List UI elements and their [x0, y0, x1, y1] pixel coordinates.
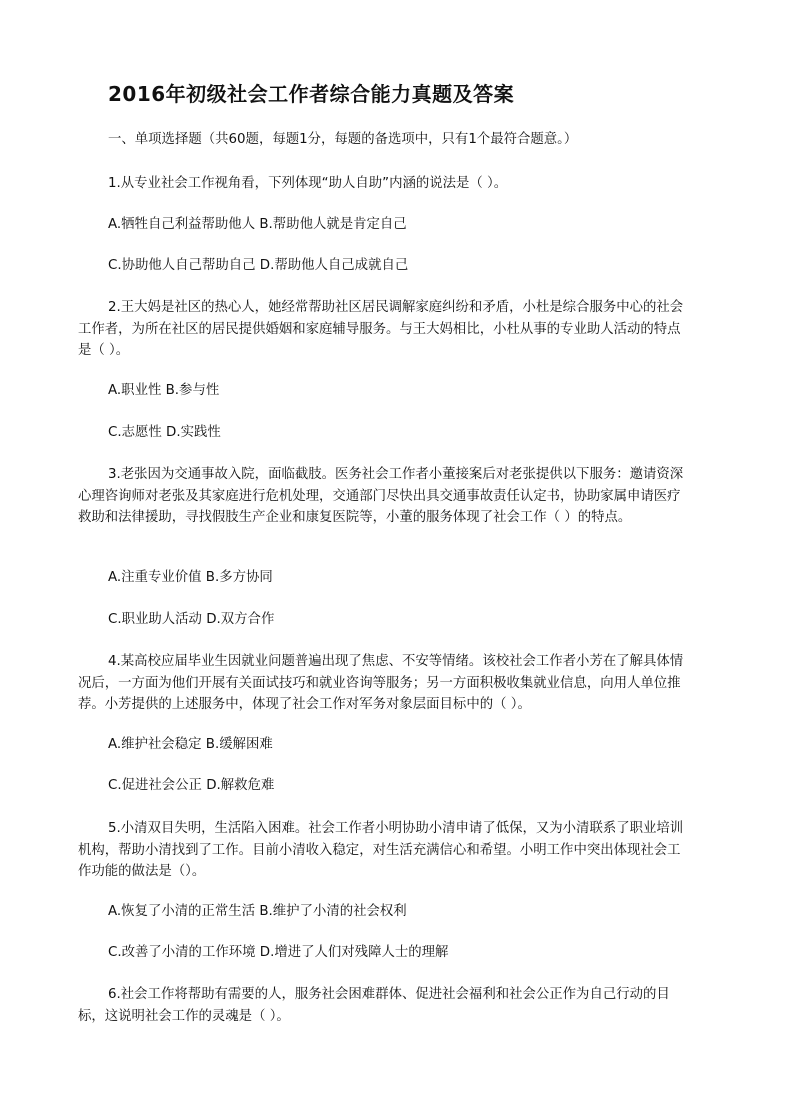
question-4-options-ab: A.维护社会稳定 B.缓解困难	[108, 737, 273, 752]
question-4-stem-text: 4.某高校应届毕业生因就业问题普遍出现了焦虑、不安等情绪。该校社会工作者小芳在了解具体情况后，一方面为他们开展有关面试技巧和就业咨询等服务；另一方面积极收集就业信息，向用人单位推荐。小芳提供的上述服务中，体现了社会工作对军务对象层面目标中的（ ）。	[78, 654, 684, 712]
question-6-stem-text: 6.社会工作将帮助有需要的人，服务社会困难群体、促进社会福利和社会公正作为自己行动的目标，这说明社会工作的灵魂是（ ）。	[78, 987, 670, 1024]
question-4-stem	[78, 651, 688, 716]
question-1-options-ab: A.牺牲自己利益帮助他人 B.帮助他人就是肯定自己	[108, 217, 407, 232]
question-1-stem: 1.从专业社会工作视角看，下列体现“助人自助”内涵的说法是（ ）。	[108, 176, 508, 191]
section-header: 一、单项选择题（共60题，每题1分，每题的备选项中，只有1个最符合题意。）	[108, 132, 578, 147]
question-5-options-ab: A.恢复了小清的正常生活 B.维护了小清的社会权利	[108, 904, 407, 919]
document-title: 2016年初级社会工作者综合能力真题及答案	[108, 82, 515, 106]
question-4-options-cd: C.促进社会公正 D.解救危难	[108, 778, 275, 793]
question-6-stem	[78, 984, 688, 1027]
question-2-stem-text: 2.王大妈是社区的热心人，她经常帮助社区居民调解家庭纠纷和矛盾，小杜是综合服务中心的社会工作者，为所在社区的居民提供婚姻和家庭辅导服务。与王大妈相比，小杜从事的专业助人活动的特点是（ ）。	[78, 300, 684, 358]
question-3-stem-text: 3.老张因为交通事故入院，面临截肢。医务社会工作者小董接案后对老张提供以下服务：邀请资深心理咨询师对老张及其家庭进行危机处理，交通部门尽快出具交通事故责任认定书，协助家属申请医疗救助和法律援助，寻找假肢生产企业和康复医院等，小董的服务体现了社会工作（ ）的特点。	[78, 467, 684, 525]
question-5-stem-text: 5.小清双目失明，生活陷入困难。社会工作者小明协助小清申请了低保，又为小清联系了职业培训机构，帮助小清找到了工作。目前小清收入稳定，对生活充满信心和希望。小明工作中突出体现社会工作功能的做法是（）。	[78, 821, 684, 879]
question-3-stem	[78, 464, 688, 529]
question-2-stem	[78, 297, 688, 362]
question-2-options-ab: A.职业性 B.参与性	[108, 383, 220, 398]
question-1-options-cd: C.协助他人自己帮助自己 D.帮助他人自己成就自己	[108, 258, 409, 273]
question-3-options-ab: A.注重专业价值 B.多方协同	[108, 570, 273, 585]
question-5-options-cd: C.改善了小清的工作环境 D.增进了人们对残障人士的理解	[108, 945, 449, 960]
question-3-options-cd: C.职业助人活动 D.双方合作	[108, 612, 275, 627]
question-5-stem	[78, 818, 688, 883]
question-2-options-cd: C.志愿性 D.实践性	[108, 425, 221, 440]
